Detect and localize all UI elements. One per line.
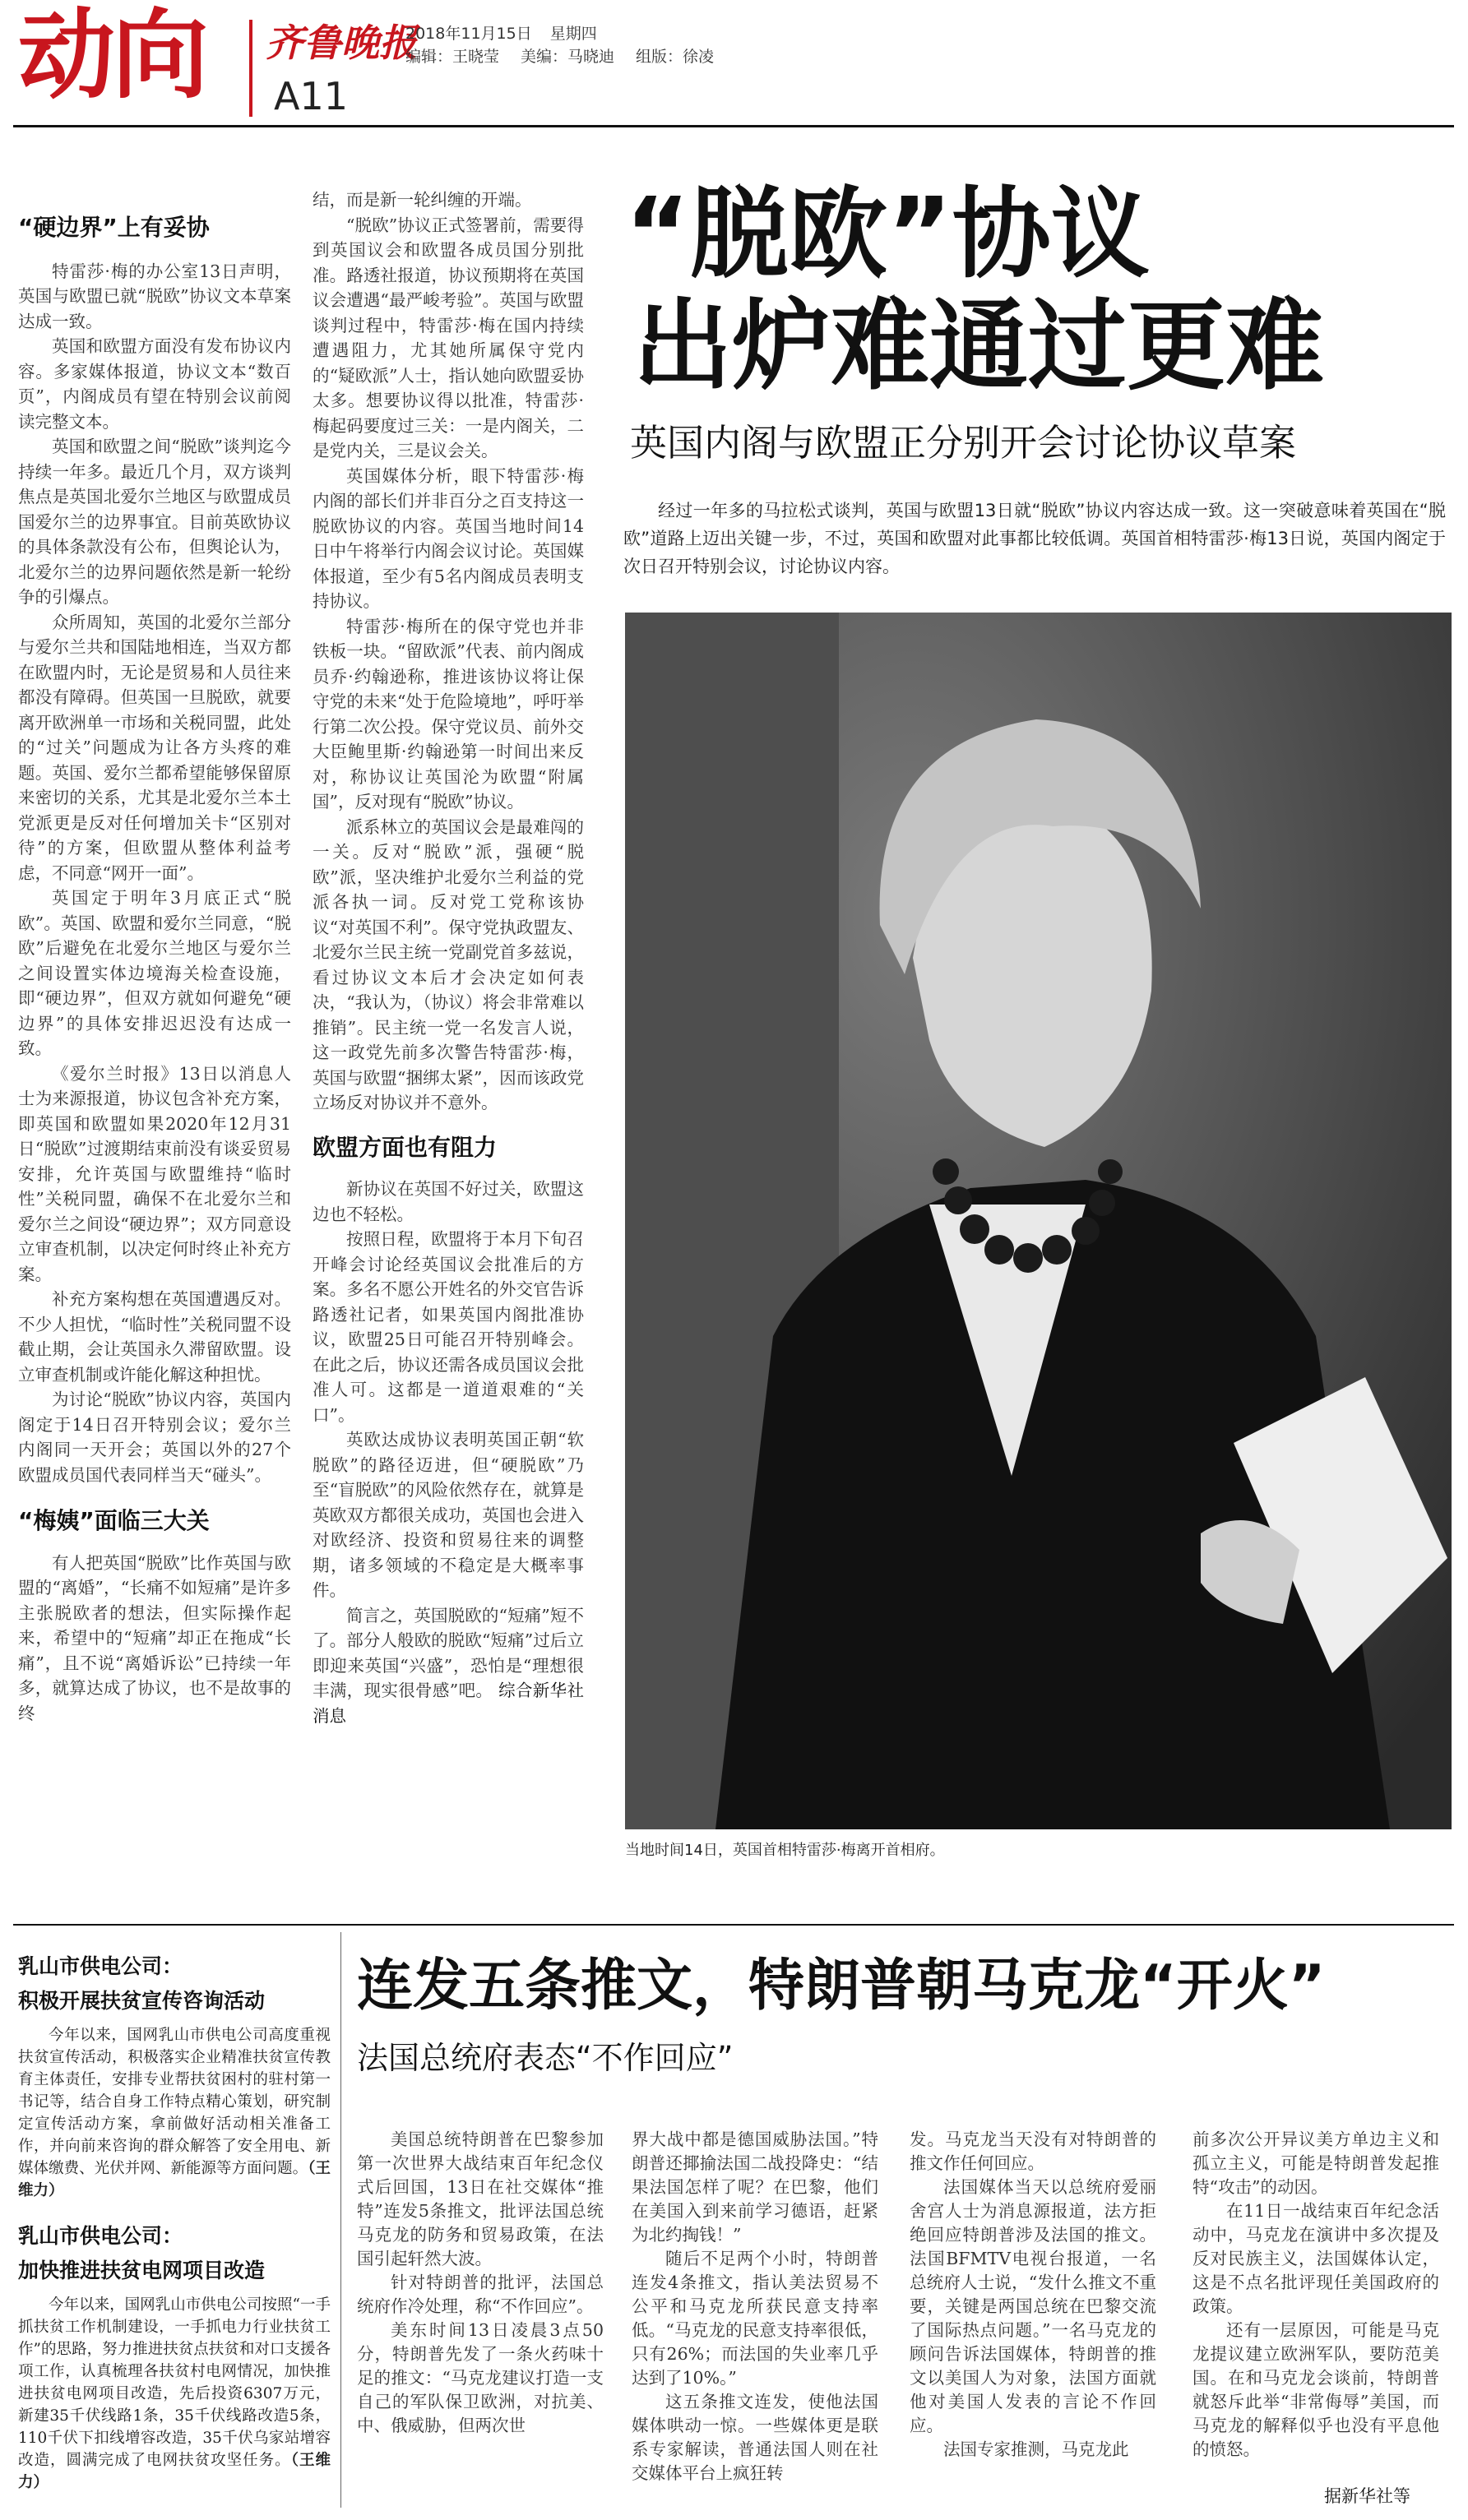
paragraph: 法国媒体当天以总统府爱丽舍宫人士为消息源报道，法方拒绝回应特朗普涉及法国的推文。法国BFMTV电视台报道，一名总统府人士说，“发什么推文不重要，关键是两国总统在巴黎交流了国际热点问题。”一名马克龙的顾问告诉法国媒体，特朗普的推文以美国人为对象，法国方面就他对美国人发表的言论不作回应。 [910,2177,1156,2435]
paragraph: 发。马克龙当天没有对特朗普的推文作任何回应。 [910,2129,1156,2173]
lead-lede: 经过一年多的马拉松式谈判，英国与欧盟13日就“脱欧”协议内容达成一致。这一突破意味着英国在“脱欧”道路上迈出关键一步，不过，英国和欧盟对此事都比较低调。英国首相特雷莎·梅13日说，英国内阁定于次日召开特别会议，讨论协议内容。 [623,501,1446,576]
proofreader-credit: 组版：徐凌 [636,48,715,66]
brief-kicker: 乳山市供电公司： [18,1954,183,1978]
credits [405,44,735,67]
issue-date [405,21,615,44]
second-column-1 [357,2128,604,2438]
brief-kicker: 乳山市供电公司： [18,2224,183,2248]
paragraph: 有人把英国“脱欧”比作英国与欧盟的“离婚”，“长痛不如短痛”是许多主张脱欧者的想法，但实际操作起来，希望中的“短痛”却正在拖成“长痛”，且不说“离婚诉讼”已持续一年多，就算达成了协议，也不是故事的终 [18,1552,291,1723]
byline: 综合新华社消息 [313,1681,584,1726]
paragraph: 特雷莎·梅的办公室13日声明，英国与欧盟已就“脱欧”协议文本草案达成一致。 [18,261,291,331]
paragraph: “脱欧”协议正式签署前，需要得到英国议会和欧盟各成员国分别批准。路透社报道，协议预期将在英国议会遭遇“最严峻考验”。英国与欧盟谈判过程中，特雷莎·梅在国内持续遭遇阻力，尤其她所属保守党内的“疑欧派”人士，指认她向欧盟妥协太多。想要协议得以批准，特雷莎·梅起码要度过三关：一是内阁关，二是党内关，三是议会关。 [313,215,584,460]
news-photo [625,613,1452,1829]
paragraph: 美国总统特朗普在巴黎参加第一次世界大战结束百年纪念仪式后回国，13日在社交媒体“推特”连发5条推文，批评法国总统马克龙的防务和贸易政策，在法国引起轩然大波。 [357,2129,604,2268]
paragraph: 这五条推文连发，使他法国媒体哄动一惊。一些媒体更是联系专家解读，普通法国人则在社交媒体平台上疯狂转 [632,2392,878,2483]
paragraph: 补充方案构想在英国遭遇反对。不少人担忧，“临时性”关税同盟不设截止期，会让英国永久滞留欧盟。设立审查机制或许能化解这种担忧。 [18,1289,291,1385]
brief-body [18,2294,331,2494]
brief-title: 积极开展扶贫宣传咨询活动 [18,1989,266,2013]
newspaper-logo: 齐鲁晚报 [266,21,417,65]
paragraph: 前多次公开异议美方单边主义和孤立主义，可能是特朗普发起推特“攻击”的动因。 [1192,2129,1439,2197]
lead-column-1 [18,215,291,1726]
paragraph: 众所周知，英国的北爱尔兰部分与爱尔兰共和国陆地相连，当双方都在欧盟内时，无论是贸易和人员往来都没有障碍。但英国一旦脱欧，就要离开欧洲单一市场和关税同盟，此处的“过关”问题成为让各方头疼的难题。英国、爱尔兰都希望能够保留原来密切的关系，尤其是北爱尔兰本土党派更是反对任何增加关卡“区别对待”的方案，但欧盟从整体利益考虑，不同意“网开一面”。 [18,612,291,883]
section-title: 动向 [18,0,206,112]
paragraph [313,1603,584,1729]
paragraph: 新协议在英国不好过关，欧盟这边也不轻松。 [313,1179,584,1224]
brief-signature: （王维力） [18,2452,331,2491]
second-column-4 [1192,2128,1439,2462]
subhead-three-hurdles: “梅姨”面临三大关 [18,1507,210,1534]
paragraph: 派系林立的英国议会是最难闯的一关。反对“脱欧”派，强硬“脱欧”派，坚决维护北爱尔兰利益的党派各执一词。反对党工党称该协议“对英国不利”。保守党执政盟友、北爱尔兰民主统一党副党首多兹说，看过协议文本后才会决定如何表决，“我认为，（协议）将会非常难以推销”。民主统一党一名发言人说，这一政党先前多次警告特雷莎·梅，英国与欧盟“捆绑太紧”，因而该政党立场反对协议并不意外。 [313,816,584,1112]
paragraph: 法国专家推测，马克龙此 [943,2439,1129,2459]
sidebar-divider [340,1932,341,2508]
page-number: A11 [274,74,349,118]
brief-signature: （王维力） [18,2160,331,2199]
paragraph: 随后不足两个小时，特朗普连发4条推文，指认美法贸易不公平和马克龙所获民意支持率低。“马克龙的民意支持率很低，只有26%；而法国的失业率几乎达到了10%。” [632,2249,878,2388]
paragraph: 英欧达成协议表明英国正朝“软脱欧”的路径迈进，但“硬脱欧”乃至“盲脱欧”的风险依然存在，就算是英欧双方都很关成功，英国也会进入对欧经济、投资和贸易往来的调整期，诸多领域的不稳定是大概率事件。 [313,1430,584,1600]
paragraph: 还有一层原因，可能是马克龙提议建立欧洲军队，要防范美国。在和马克龙会谈前，特朗普就怒斥此举“非常侮辱”美国，而马克龙的解释似乎也没有平息他的愤怒。 [1192,2320,1439,2459]
lead-headline-line2: 出炉难通过更难 [633,289,1324,404]
photo-caption: 当地时间14日，英国首相特雷莎·梅离开首相府。 [625,1842,945,1859]
sidebar-briefs [18,1950,331,2494]
lead-column-2 [313,187,584,1728]
weekday: 星期四 [549,25,597,43]
brief-body [18,2024,331,2202]
second-byline: 据新华社等 [1324,2486,1410,2506]
lead-subheadline: 英国内阁与欧盟正分别开会讨论协议草案 [630,421,1297,465]
designer-credit: 美编：马晓迪 [521,48,615,66]
subhead-eu-resistance: 欧盟方面也有阻力 [313,1133,498,1161]
paragraph: 为讨论“脱欧”协议内容，英国内阁定于14日召开特别会议；爱尔兰内阁同一天开会；英国以外的27个欧盟成员国代表同样当天“碰头”。 [18,1389,291,1485]
photo-image [625,613,1452,1829]
second-headline: 连发五条推文，特朗普朝马克龙“开火” [357,1954,1326,2018]
section-rule [13,1924,1454,1926]
paragraph: 在11日一战结束百年纪念活动中，马克龙在演讲中多次提及反对民族主义，法国媒体认定，这是不点名批评现任美国政府的政策。 [1192,2201,1439,2316]
masthead-divider [249,20,252,117]
lead-headline-line1: “脱欧”协议 [625,178,1150,292]
second-column-2 [632,2128,878,2485]
paragraph-text: 简言之，英国脱欧的“短痛”短不了。部分人般欧的脱欧“短痛”过后立即迎来英国“兴盛”，恐怕是“理想很丰满，现实很骨感”吧。 [313,1605,584,1700]
brief-text: 今年以来，国网乳山市供电公司按照“一手抓扶贫工作机制建设，一手抓电力行业扶贫工作”的思路，努力推进扶贫点扶贫和对口支援各项工作，认真梳理各扶贫村电网情况，加快推进扶贫电网项目改造，先后投资6307万元，新建35千伏线路1条，35千伏线路改造5条，110千伏下扣线增容改造，35千伏乌家站增容改造，圆满完成了电网扶贫攻坚任务。 [18,2296,331,2469]
editor-credit: 编辑：王晓莹 [405,48,500,66]
second-column-3 [910,2128,1156,2462]
paragraph: 按照日程，欧盟将于本月下旬召开峰会讨论经英国议会批准后的方案。多名不愿公开姓名的外交官告诉路透社记者，如果英国内阁批准协议，欧盟25日可能召开特别峰会。在此之后，协议还需各成员国议会批准人可。这都是一道道艰难的“关口”。 [313,1229,584,1425]
subhead-hard-border: “硬边界”上有妥协 [18,214,210,241]
brief-title: 加快推进扶贫电网项目改造 [18,2259,266,2282]
paragraph: 《爱尔兰时报》13日以消息人士为来源报道，协议包含补充方案，即英国和欧盟如果2020年12月31日“脱欧”过渡期结束前没有谈妥贸易安排，允许英国与欧盟维持“临时性”关税同盟，确保不在北爱尔兰和爱尔兰之间设“硬边界”；双方同意设立审查机制，以决定何时终止补充方案。 [18,1063,291,1284]
paragraph: 结，而是新一轮纠缠的开端。 [313,190,532,210]
paragraph: 美东时间13日凌晨3点50分，特朗普先发了一条火药味十足的推文：“马克龙建议打造一支自己的军队保卫欧洲，对抗美、中、俄威胁，但两次世 [357,2320,604,2435]
paragraph: 英国定于明年3月底正式“脱欧”。英国、欧盟和爱尔兰同意，“脱欧”后避免在北爱尔兰地区与爱尔兰之间设置实体边境海关检查设施，即“硬边界”，但双方就如何避免“硬边界”的具体安排迟迟没有达成一致。 [18,888,291,1058]
paragraph: 英国和欧盟之间“脱欧”谈判迄今持续一年多。最近几个月，双方谈判焦点是英国北爱尔兰地区与欧盟成员国爱尔兰的边界事宜。目前英欧协议的具体条款没有公布，但舆论认为，北爱尔兰的边界问题依然是新一轮纷争的引爆点。 [18,437,291,607]
date: 2018年11月15日 [405,25,532,43]
paragraph: 针对特朗普的批评，法国总统府作冷处理，称“不作回应”。 [357,2273,604,2316]
brief-text: 今年以来，国网乳山市供电公司高度重视扶贫宣传活动，积极落实企业精准扶贫宣传教育主体责任，安排专业帮扶贫困村的驻村第一书记等，结合自身工作特点精心策划，研究制定宣传活动方案，拿前做好活动相关准备工作，并向前来咨询的群众解答了安全用电、新媒体缴费、光伏并网、新能源等方面问题。 [18,2027,331,2177]
paragraph: 英国和欧盟方面没有发布协议内容。多家媒体报道，协议文本“数百页”，内阁成员有望在特别会议前阅读完整文本。 [18,336,291,432]
second-subheadline: 法国总统府表态“不作回应” [357,2040,734,2076]
paragraph: 特雷莎·梅所在的保守党也并非铁板一块。“留欧派”代表、前内阁成员乔·约翰逊称，推进该协议将让保守党的未来“处于危险境地”，呼吁举行第二次公投。保守党议员、前外交大臣鲍里斯·约翰逊第一时间出来反对，称协议让英国沦为欧盟“附属国”，反对现有“脱欧”协议。 [313,616,584,811]
paragraph: 界大战中都是德国威胁法国。”特朗普还揶揄法国二战投降史：“结果法国怎样了呢？在巴黎，他们在美国入到来前学习德语，赶紧为北约掏钱！” [632,2129,878,2245]
paragraph: 英国媒体分析，眼下特雷莎·梅内阁的部长们并非百分之百支持这一脱欧协议的内容。英国当地时间14日中午将举行内阁会议讨论。英国媒体报道，至少有5名内阁成员表明支持协议。 [313,465,584,611]
masthead-rule [13,125,1454,127]
